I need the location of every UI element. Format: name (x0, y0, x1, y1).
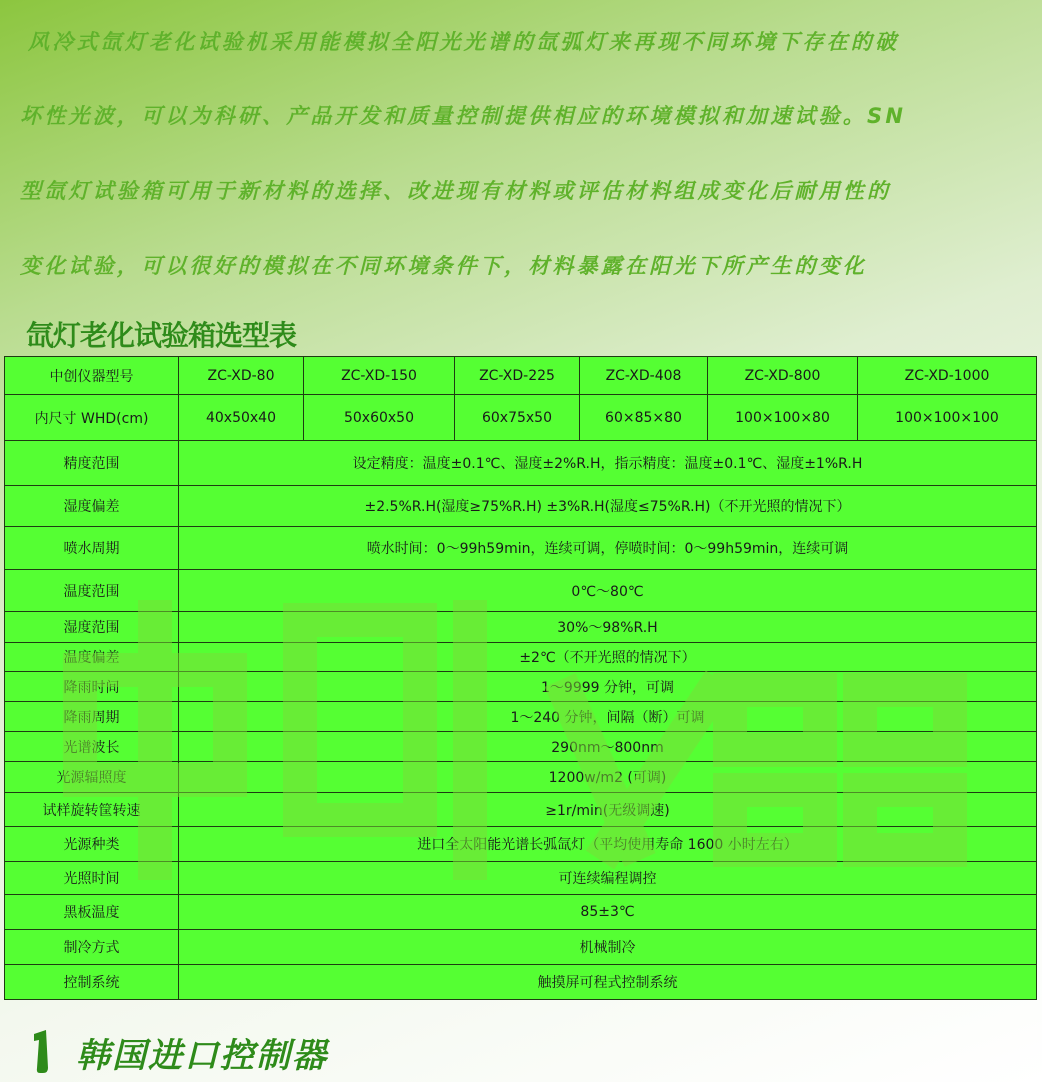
inner-size-cell: 40x50x40 (179, 395, 304, 441)
row-value-cell: 290nm～800nm (179, 732, 1037, 762)
inner-size-cell: 50x60x50 (304, 395, 455, 441)
table-row (5, 612, 1037, 643)
table-row (5, 441, 1037, 486)
row-value-cell: 1200w/m2 (可调) (179, 762, 1037, 793)
row-label-cell: 湿度范围 (5, 612, 179, 643)
intro-line-2: 坏性光波，可以为科研、产品开发和质量控制提供相应的环境模拟和加速试验。SN (20, 104, 907, 128)
row-label-cell: 喷水周期 (5, 527, 179, 570)
footer-title: 韩国进口控制器 (76, 1036, 328, 1076)
row-value-cell: 85±3℃ (179, 895, 1037, 930)
table-row (5, 793, 1037, 827)
row-value-cell: 机械制冷 (179, 930, 1037, 965)
table-row (5, 762, 1037, 793)
table-title: 氙灯老化试验箱选型表 (26, 319, 297, 352)
table-row (5, 732, 1037, 762)
row-value-cell: 0℃～80℃ (179, 570, 1037, 612)
footer-heading (30, 1024, 630, 1076)
row-label-cell: 黑板温度 (5, 895, 179, 930)
row-label-cell: 降雨周期 (5, 702, 179, 732)
row-value-cell: ±2.5%R.H(湿度≥75%R.H) ±3%R.H(湿度≤75%R.H)（不开光照的情况下） (179, 486, 1037, 527)
model-cell: ZC-XD-80 (179, 357, 304, 395)
model-cell: ZC-XD-408 (580, 357, 708, 395)
row-label-cell: 光照时间 (5, 862, 179, 895)
spec-table (4, 356, 1037, 1000)
row-label-cell: 制冷方式 (5, 930, 179, 965)
table-row (5, 895, 1037, 930)
inner-size-cell: 100×100×100 (858, 395, 1037, 441)
intro-line-4: 变化试验，可以很好的模拟在不同环境条件下，材料暴露在阳光下所产生的变化 (20, 254, 867, 278)
inner-size-cell: 60×85×80 (580, 395, 708, 441)
row-label-cell: 精度范围 (5, 441, 179, 486)
numeral-one-icon (30, 1028, 56, 1074)
table-row (5, 965, 1037, 1000)
table-row (5, 827, 1037, 862)
row-label-cell: 降雨时间 (5, 672, 179, 702)
table-row-model (5, 357, 1037, 395)
row-value-cell: 进口全太阳能光谱长弧氙灯（平均使用寿命 1600 小时左右） (179, 827, 1037, 862)
row-label-cell: 温度范围 (5, 570, 179, 612)
inner-size-cell: 60x75x50 (455, 395, 580, 441)
table-row-inner-size (5, 395, 1037, 441)
table-row (5, 486, 1037, 527)
table-row (5, 643, 1037, 672)
row-label-cell: 光源辐照度 (5, 762, 179, 793)
row-label-cell: 光源种类 (5, 827, 179, 862)
inner-size-cell: 100×100×80 (708, 395, 858, 441)
row-value-cell: 触摸屏可程式控制系统 (179, 965, 1037, 1000)
model-cell: ZC-XD-800 (708, 357, 858, 395)
table-row (5, 930, 1037, 965)
table-row (5, 570, 1037, 612)
row-value-cell: 可连续编程调控 (179, 862, 1037, 895)
intro-paragraph (0, 0, 1042, 310)
model-cell: ZC-XD-1000 (858, 357, 1037, 395)
row-value-cell: 设定精度：温度±0.1℃、湿度±2%R.H，指示精度：温度±0.1℃、湿度±1%R.H (179, 441, 1037, 486)
inner-size-label-cell: 内尺寸 WHD(cm) (5, 395, 179, 441)
row-label-cell: 控制系统 (5, 965, 179, 1000)
header-label-cell: 中创仪器型号 (5, 357, 179, 395)
model-cell: ZC-XD-225 (455, 357, 580, 395)
row-value-cell: 喷水时间：0～99h59min，连续可调，停喷时间：0～99h59min，连续可调 (179, 527, 1037, 570)
table-row (5, 702, 1037, 732)
intro-line-1: 风冷式氙灯老化试验机采用能模拟全阳光光谱的氙弧灯来再现不同环境下存在的破 (28, 30, 900, 54)
row-label-cell: 试样旋转筐转速 (5, 793, 179, 827)
row-value-cell: 30%～98%R.H (179, 612, 1037, 643)
table-row (5, 672, 1037, 702)
row-label-cell: 温度偏差 (5, 643, 179, 672)
row-label-cell: 湿度偏差 (5, 486, 179, 527)
intro-line-3: 型氙灯试验箱可用于新材料的选择、改进现有材料或评估材料组成变化后耐用性的 (20, 179, 892, 203)
row-value-cell: 1～240 分钟，间隔（断）可调 (179, 702, 1037, 732)
model-cell: ZC-XD-150 (304, 357, 455, 395)
row-value-cell: ±2℃（不开光照的情况下） (179, 643, 1037, 672)
row-value-cell: 1～9999 分钟，可调 (179, 672, 1037, 702)
row-value-cell: ≥1r/min(无级调速) (179, 793, 1037, 827)
table-row (5, 862, 1037, 895)
table-row (5, 527, 1037, 570)
row-label-cell: 光谱波长 (5, 732, 179, 762)
